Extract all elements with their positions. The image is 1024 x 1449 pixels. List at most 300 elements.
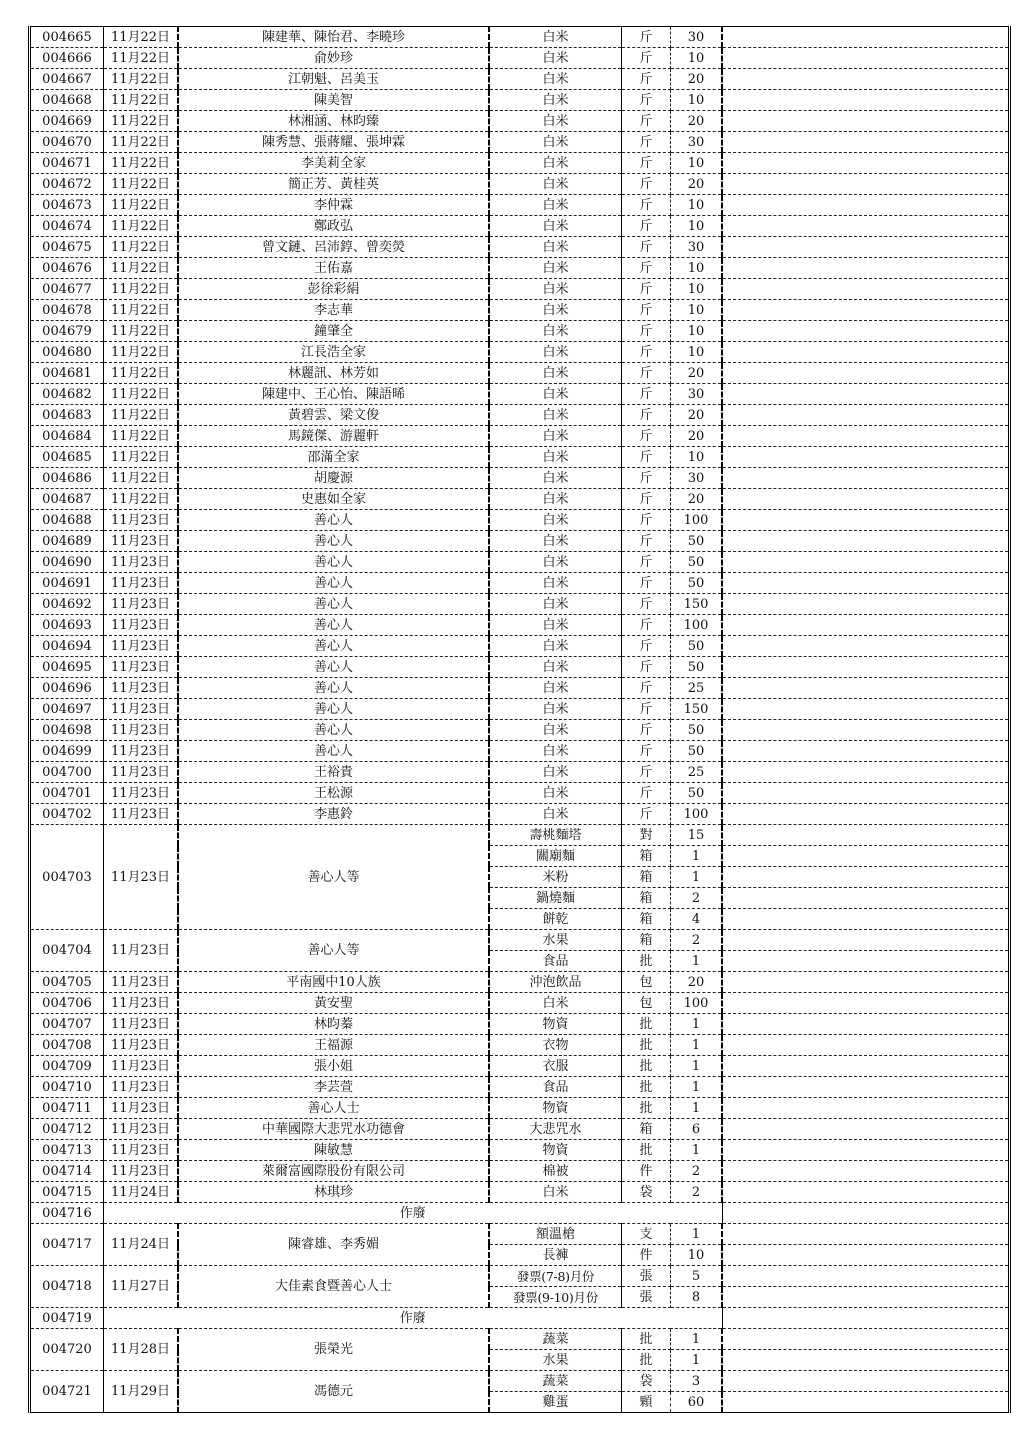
receipt-number: 004674 [30,216,104,237]
donation-date: 11月23日 [104,615,179,636]
item-unit: 斤 [622,615,671,636]
donor-name: 陳美智 [178,90,489,111]
item-unit: 斤 [622,804,671,825]
note-cell [722,48,1010,69]
item-quantity: 10 [671,447,723,468]
item-unit: 斤 [622,636,671,657]
receipt-number: 004705 [30,972,104,993]
ledger-row [30,153,1010,174]
ledger-row [30,468,1010,489]
note-cell [722,720,1010,741]
ledger-row [30,321,1010,342]
item-unit: 批 [622,1329,671,1350]
donation-date: 11月23日 [104,636,179,657]
receipt-number: 004697 [30,699,104,720]
note-cell [722,1287,1010,1308]
receipt-number: 004667 [30,69,104,90]
donated-item: 米粉 [489,867,622,888]
ledger-row [30,195,1010,216]
donation-date: 11月22日 [104,363,179,384]
item-unit: 斤 [622,153,671,174]
note-cell [722,426,1010,447]
donated-item: 白米 [489,153,622,174]
void-label: 作廢 [104,1203,723,1224]
item-quantity: 10 [671,1245,723,1266]
receipt-number: 004683 [30,405,104,426]
item-unit: 斤 [622,384,671,405]
receipt-number: 004693 [30,615,104,636]
item-quantity: 25 [671,678,723,699]
ledger-row [30,405,1010,426]
receipt-number: 004684 [30,426,104,447]
note-cell [722,384,1010,405]
item-quantity: 1 [671,1035,723,1056]
item-quantity: 100 [671,993,723,1014]
item-unit: 批 [622,1077,671,1098]
note-cell [722,1266,1010,1287]
donated-item: 食品 [489,951,622,972]
note-cell [722,594,1010,615]
donor-name: 善心人 [178,657,489,678]
item-unit: 張 [622,1266,671,1287]
donation-date: 11月22日 [104,132,179,153]
ledger-row [30,48,1010,69]
donor-name: 平南國中10人族 [178,972,489,993]
item-quantity: 25 [671,762,723,783]
note-cell [722,573,1010,594]
ledger-row [30,594,1010,615]
ledger-row [30,783,1010,804]
ledger-row [30,279,1010,300]
item-unit: 批 [622,1014,671,1035]
donated-item: 白米 [489,447,622,468]
donated-item: 白米 [489,468,622,489]
note-cell [722,363,1010,384]
donation-date: 11月23日 [104,993,179,1014]
note-cell [722,615,1010,636]
item-quantity: 1 [671,951,723,972]
donated-item: 衣服 [489,1056,622,1077]
note-cell [722,1056,1010,1077]
donor-name: 陳建華、陳怡君、李曉珍 [178,27,489,48]
receipt-number: 004695 [30,657,104,678]
donation-date: 11月22日 [104,153,179,174]
donated-item: 食品 [489,1077,622,1098]
item-quantity: 20 [671,69,723,90]
ledger-row [30,489,1010,510]
ledger-row [30,1077,1010,1098]
donated-item: 鍋燒麵 [489,888,622,909]
receipt-number: 004700 [30,762,104,783]
item-unit: 斤 [622,552,671,573]
receipt-number: 004715 [30,1182,104,1203]
donated-item: 物資 [489,1140,622,1161]
donor-name: 善心人 [178,741,489,762]
donor-name: 善心人 [178,720,489,741]
item-quantity: 1 [671,1098,723,1119]
item-unit: 斤 [622,447,671,468]
donated-item: 衣物 [489,1035,622,1056]
ledger-row [30,762,1010,783]
item-quantity: 5 [671,1266,723,1287]
item-unit: 箱 [622,1119,671,1140]
donor-name: 林麗訊、林芳如 [178,363,489,384]
ledger-row [30,132,1010,153]
donation-date: 11月22日 [104,174,179,195]
donated-item: 白米 [489,615,622,636]
item-unit: 斤 [622,216,671,237]
donated-item: 額溫槍 [489,1224,622,1245]
item-quantity: 4 [671,909,723,930]
receipt-number: 004707 [30,1014,104,1035]
ledger-row [30,1140,1010,1161]
receipt-number: 004692 [30,594,104,615]
item-unit: 斤 [622,363,671,384]
receipt-number: 004699 [30,741,104,762]
donated-item: 白米 [489,384,622,405]
item-unit: 顆 [622,1392,671,1413]
donated-item: 白米 [489,699,622,720]
donor-name: 善心人 [178,678,489,699]
item-unit: 斤 [622,657,671,678]
note-cell [722,930,1010,951]
donation-date: 11月23日 [104,573,179,594]
note-cell [722,27,1010,48]
item-quantity: 20 [671,363,723,384]
receipt-number: 004688 [30,510,104,531]
ledger-row [30,657,1010,678]
item-unit: 批 [622,1140,671,1161]
donor-name: 鐘肇全 [178,321,489,342]
donated-item: 白米 [489,69,622,90]
item-unit: 斤 [622,573,671,594]
donated-item: 物資 [489,1014,622,1035]
item-quantity: 1 [671,867,723,888]
item-unit: 斤 [622,342,671,363]
item-quantity: 20 [671,972,723,993]
donation-date: 11月22日 [104,468,179,489]
receipt-number: 004719 [30,1308,104,1329]
ledger-row [30,993,1010,1014]
note-cell [722,300,1010,321]
donor-name: 萊爾富國際股份有限公司 [178,1161,489,1182]
note-cell [722,846,1010,867]
donor-name: 李芸萱 [178,1077,489,1098]
receipt-number: 004702 [30,804,104,825]
receipt-number: 004713 [30,1140,104,1161]
receipt-number: 004696 [30,678,104,699]
item-unit: 批 [622,1350,671,1371]
donor-name: 鄭政弘 [178,216,489,237]
donation-date: 11月23日 [104,930,179,972]
ledger-row [30,510,1010,531]
receipt-number: 004721 [30,1371,104,1413]
donation-date: 11月22日 [104,69,179,90]
item-unit: 斤 [622,531,671,552]
donor-name: 中華國際大悲咒水功德會 [178,1119,489,1140]
note-cell [722,195,1010,216]
ledger-row [30,825,1010,846]
receipt-number: 004681 [30,363,104,384]
item-quantity: 1 [671,846,723,867]
donation-date: 11月22日 [104,489,179,510]
donation-date: 11月23日 [104,825,179,930]
note-cell [722,636,1010,657]
donated-item: 水果 [489,930,622,951]
donated-item: 物資 [489,1098,622,1119]
donor-name: 黃安聖 [178,993,489,1014]
donor-name: 善心人 [178,615,489,636]
note-cell [722,678,1010,699]
receipt-number: 004676 [30,258,104,279]
donor-name: 善心人等 [178,825,489,930]
ledger-row [30,1224,1010,1245]
note-cell [722,510,1010,531]
donated-item: 白米 [489,552,622,573]
donor-name: 大佳素食暨善心人士 [178,1266,489,1308]
note-cell [722,1182,1010,1203]
note-cell [722,1329,1010,1350]
item-quantity: 30 [671,132,723,153]
item-quantity: 1 [671,1350,723,1371]
donated-item: 沖泡飲品 [489,972,622,993]
note-cell [722,552,1010,573]
donated-item: 白米 [489,741,622,762]
note-cell [722,132,1010,153]
item-quantity: 100 [671,615,723,636]
item-unit: 張 [622,1287,671,1308]
item-quantity: 30 [671,384,723,405]
receipt-number: 004701 [30,783,104,804]
item-unit: 包 [622,972,671,993]
donor-name: 善心人 [178,573,489,594]
ledger-row [30,1161,1010,1182]
donated-item: 白米 [489,783,622,804]
receipt-number: 004666 [30,48,104,69]
ledger-row [30,552,1010,573]
receipt-number: 004698 [30,720,104,741]
receipt-number: 004672 [30,174,104,195]
donation-date: 11月29日 [104,1371,179,1413]
donation-date: 11月22日 [104,216,179,237]
item-unit: 斤 [622,468,671,489]
item-quantity: 2 [671,930,723,951]
item-quantity: 20 [671,111,723,132]
item-quantity: 100 [671,804,723,825]
donor-name: 善心人 [178,699,489,720]
item-quantity: 10 [671,153,723,174]
item-unit: 斤 [622,426,671,447]
donation-date: 11月22日 [104,405,179,426]
item-unit: 箱 [622,867,671,888]
receipt-number: 004716 [30,1203,104,1224]
item-unit: 斤 [622,258,671,279]
item-unit: 斤 [622,489,671,510]
ledger-row [30,720,1010,741]
ledger-row [30,426,1010,447]
item-unit: 箱 [622,930,671,951]
donated-item: 白米 [489,531,622,552]
donated-item: 雞蛋 [489,1392,622,1413]
ledger-row-void [30,1203,1010,1224]
item-unit: 箱 [622,888,671,909]
donation-date: 11月23日 [104,1161,179,1182]
ledger-row [30,804,1010,825]
donation-date: 11月23日 [104,1035,179,1056]
item-unit: 斤 [622,48,671,69]
donation-date: 11月23日 [104,1119,179,1140]
donated-item: 白米 [489,594,622,615]
ledger-row [30,573,1010,594]
note-cell [722,321,1010,342]
note-cell [722,867,1010,888]
note-cell [722,972,1010,993]
receipt-number: 004685 [30,447,104,468]
donation-date: 11月23日 [104,510,179,531]
note-cell [722,1371,1010,1392]
receipt-number: 004669 [30,111,104,132]
item-quantity: 150 [671,594,723,615]
item-unit: 斤 [622,678,671,699]
donated-item: 棉被 [489,1161,622,1182]
donated-item: 白米 [489,132,622,153]
ledger-row [30,1098,1010,1119]
donated-item: 餅乾 [489,909,622,930]
item-quantity: 1 [671,1329,723,1350]
donor-name: 善心人士 [178,1098,489,1119]
item-quantity: 10 [671,195,723,216]
ledger-row [30,363,1010,384]
receipt-number: 004689 [30,531,104,552]
donor-name: 李志華 [178,300,489,321]
receipt-number: 004682 [30,384,104,405]
donated-item: 大悲咒水 [489,1119,622,1140]
note-cell [722,111,1010,132]
item-quantity: 20 [671,405,723,426]
item-quantity: 50 [671,657,723,678]
item-quantity: 100 [671,510,723,531]
donation-date: 11月23日 [104,1014,179,1035]
item-quantity: 1 [671,1056,723,1077]
donated-item: 白米 [489,804,622,825]
receipt-number: 004714 [30,1161,104,1182]
donation-date: 11月22日 [104,321,179,342]
donation-date: 11月22日 [104,111,179,132]
note-cell [722,1098,1010,1119]
note-cell [722,825,1010,846]
note-cell [722,69,1010,90]
donor-name: 江長浩全家 [178,342,489,363]
ledger-row [30,930,1010,951]
donated-item: 白米 [489,363,622,384]
donor-name: 善心人 [178,531,489,552]
donated-item: 白米 [489,657,622,678]
item-unit: 斤 [622,699,671,720]
ledger-row [30,300,1010,321]
donor-name: 曾文鏈、呂沛錞、曾奕熒 [178,237,489,258]
donated-item: 白米 [489,90,622,111]
receipt-number: 004703 [30,825,104,930]
donation-date: 11月22日 [104,237,179,258]
donation-date: 11月22日 [104,279,179,300]
item-quantity: 20 [671,426,723,447]
note-cell [722,447,1010,468]
ledger-row [30,216,1010,237]
donation-ledger-table [28,26,1011,1413]
note-cell [722,174,1010,195]
note-cell [722,1350,1010,1371]
ledger-row [30,699,1010,720]
item-unit: 箱 [622,909,671,930]
donation-date: 11月22日 [104,342,179,363]
donor-name: 俞妙珍 [178,48,489,69]
item-unit: 批 [622,1056,671,1077]
item-unit: 斤 [622,90,671,111]
item-unit: 支 [622,1224,671,1245]
donation-date: 11月24日 [104,1224,179,1266]
item-unit: 件 [622,1245,671,1266]
donated-item: 白米 [489,300,622,321]
donor-name: 陳敏慧 [178,1140,489,1161]
item-quantity: 1 [671,1014,723,1035]
receipt-number: 004686 [30,468,104,489]
donated-item: 白米 [489,573,622,594]
donated-item: 白米 [489,405,622,426]
donor-name: 善心人 [178,552,489,573]
note-cell [722,951,1010,972]
item-unit: 斤 [622,741,671,762]
item-unit: 斤 [622,762,671,783]
receipt-number: 004718 [30,1266,104,1308]
donor-name: 林湘涵、林昀臻 [178,111,489,132]
ledger-row [30,1266,1010,1287]
item-quantity: 50 [671,720,723,741]
ledger-row [30,447,1010,468]
donation-date: 11月23日 [104,657,179,678]
donation-ledger-page [28,26,996,1418]
donor-name: 江朝魁、呂美玉 [178,69,489,90]
donated-item: 白米 [489,762,622,783]
item-quantity: 50 [671,636,723,657]
ledger-row [30,27,1010,48]
donated-item: 白米 [489,48,622,69]
donated-item: 蔬菜 [489,1371,622,1392]
donor-name: 李仲霖 [178,195,489,216]
receipt-number: 004671 [30,153,104,174]
item-quantity: 1 [671,1224,723,1245]
item-quantity: 3 [671,1371,723,1392]
note-cell [722,993,1010,1014]
donated-item: 發票(7-8)月份 [489,1266,622,1287]
item-unit: 斤 [622,405,671,426]
donation-date: 11月22日 [104,195,179,216]
item-unit: 斤 [622,510,671,531]
donated-item: 長褲 [489,1245,622,1266]
item-quantity: 20 [671,174,723,195]
item-quantity: 10 [671,48,723,69]
item-unit: 斤 [622,720,671,741]
receipt-number: 004673 [30,195,104,216]
item-quantity: 30 [671,237,723,258]
donated-item: 白米 [489,342,622,363]
receipt-number: 004694 [30,636,104,657]
donor-name: 善心人 [178,594,489,615]
ledger-row [30,1035,1010,1056]
note-cell [722,1077,1010,1098]
item-unit: 斤 [622,321,671,342]
donor-name: 胡慶源 [178,468,489,489]
receipt-number: 004679 [30,321,104,342]
